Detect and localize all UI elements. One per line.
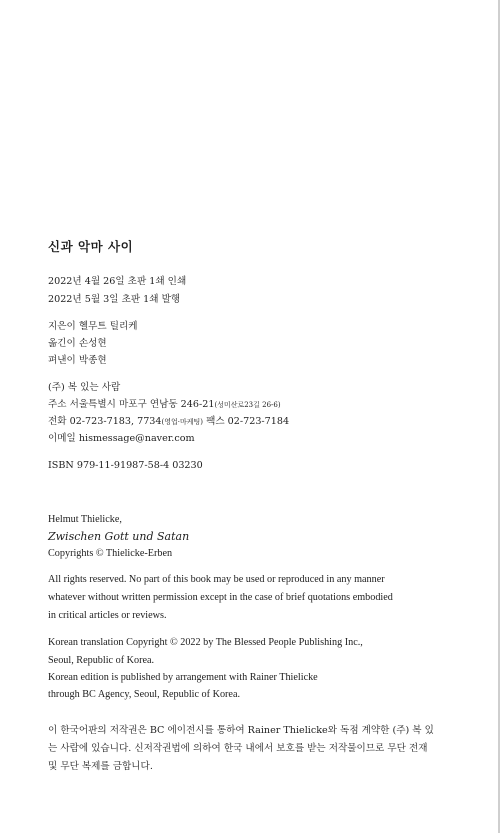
- translator-credit: 옮긴이 손성현: [48, 338, 107, 349]
- korean-notice-line: 이 한국어판의 저작권은 BC 에이전시를 통하여 Rainer Thielicke와 독점 계약한 (주) 복 있: [48, 725, 434, 736]
- publisher-email: 이메일 hismessage@naver.com: [48, 433, 195, 444]
- publisher-address: [48, 398, 281, 412]
- publisher-credit: 펴낸이 박종현: [48, 355, 107, 366]
- translation-line: through BC Agency, Seoul, Republic of Korea.: [48, 689, 241, 700]
- address-text: 주소 서울특별시 마포구 연남동 246-21: [48, 399, 215, 410]
- translation-line: Seoul, Republic of Korea.: [48, 655, 155, 666]
- publisher-name: (주) 복 있는 사람: [48, 382, 121, 393]
- book-title: 신과 악마 사이: [48, 239, 134, 254]
- original-title: Zwischen Gott und Satan: [48, 530, 190, 543]
- original-copyright: Copyrights © Thielicke-Erben: [48, 548, 173, 559]
- korean-notice-line: 및 무단 복제를 금합니다.: [48, 761, 153, 772]
- address-note: (성미산로23길 26-6): [214, 401, 281, 409]
- rights-line: in critical articles or reviews.: [48, 610, 167, 621]
- translation-line: Korean edition is published by arrangement with Rainer Thielicke: [48, 672, 318, 683]
- publisher-phone: [48, 415, 289, 429]
- phone-text: 전화 02-723-7183, 7734: [48, 416, 162, 427]
- first-publication-date: 2022년 5월 3일 초판 1쇄 발행: [48, 294, 181, 305]
- author-credit: 지은이 헬무트 틸리케: [48, 321, 138, 332]
- phone-note: (영업·마케팅): [161, 418, 204, 426]
- fax-text: 팩스 02-723-7184: [203, 416, 290, 427]
- original-author: Helmut Thielicke,: [48, 514, 122, 525]
- rights-line: All rights reserved. No part of this book may be used or reproduced in any manner: [48, 574, 385, 585]
- rights-line: whatever without written permission except in the case of brief quotations embodied: [48, 592, 393, 603]
- translation-line: Korean translation Copyright © 2022 by The Blessed People Publishing Inc.,: [48, 637, 363, 648]
- first-printing-date: 2022년 4월 26일 초판 1쇄 인쇄: [48, 276, 187, 287]
- isbn: ISBN 979-11-91987-58-4 03230: [48, 460, 203, 471]
- korean-notice-line: 는 사람에 있습니다. 신저작권법에 의하여 한국 내에서 보호를 받는 저작물이므로 무단 전재: [48, 743, 428, 754]
